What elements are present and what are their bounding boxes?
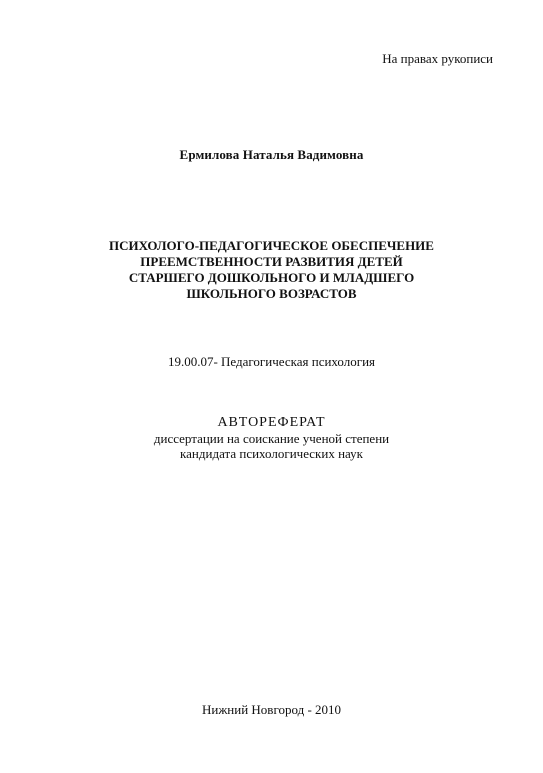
- abstract-line: кандидата психологических наук: [180, 446, 363, 461]
- title-line: ПРЕЕМСТВЕННОСТИ РАЗВИТИЯ ДЕТЕЙ: [140, 254, 403, 269]
- rights-note: На правах рукописи: [382, 51, 493, 66]
- title-line: ПСИХОЛОГО-ПЕДАГОГИЧЕСКОЕ ОБЕСПЕЧЕНИЕ: [109, 238, 434, 253]
- specialty-code: 19.00.07- Педагогическая психология: [167, 354, 376, 369]
- author-name: Ермилова Наталья Вадимовна: [179, 147, 364, 162]
- title-line: СТАРШЕГО ДОШКОЛЬНОГО И МЛАДШЕГО: [128, 270, 415, 285]
- dissertation-title: [0, 238, 543, 302]
- abstract-heading: АВТОРЕФЕРАТ: [217, 415, 326, 430]
- place-year: Нижний Новгород - 2010: [201, 702, 342, 717]
- title-line: ШКОЛЬНОГО ВОЗРАСТОВ: [186, 286, 357, 301]
- abstract-line: диссертации на соискание ученой степени: [153, 431, 390, 446]
- abstract-block: [0, 415, 543, 461]
